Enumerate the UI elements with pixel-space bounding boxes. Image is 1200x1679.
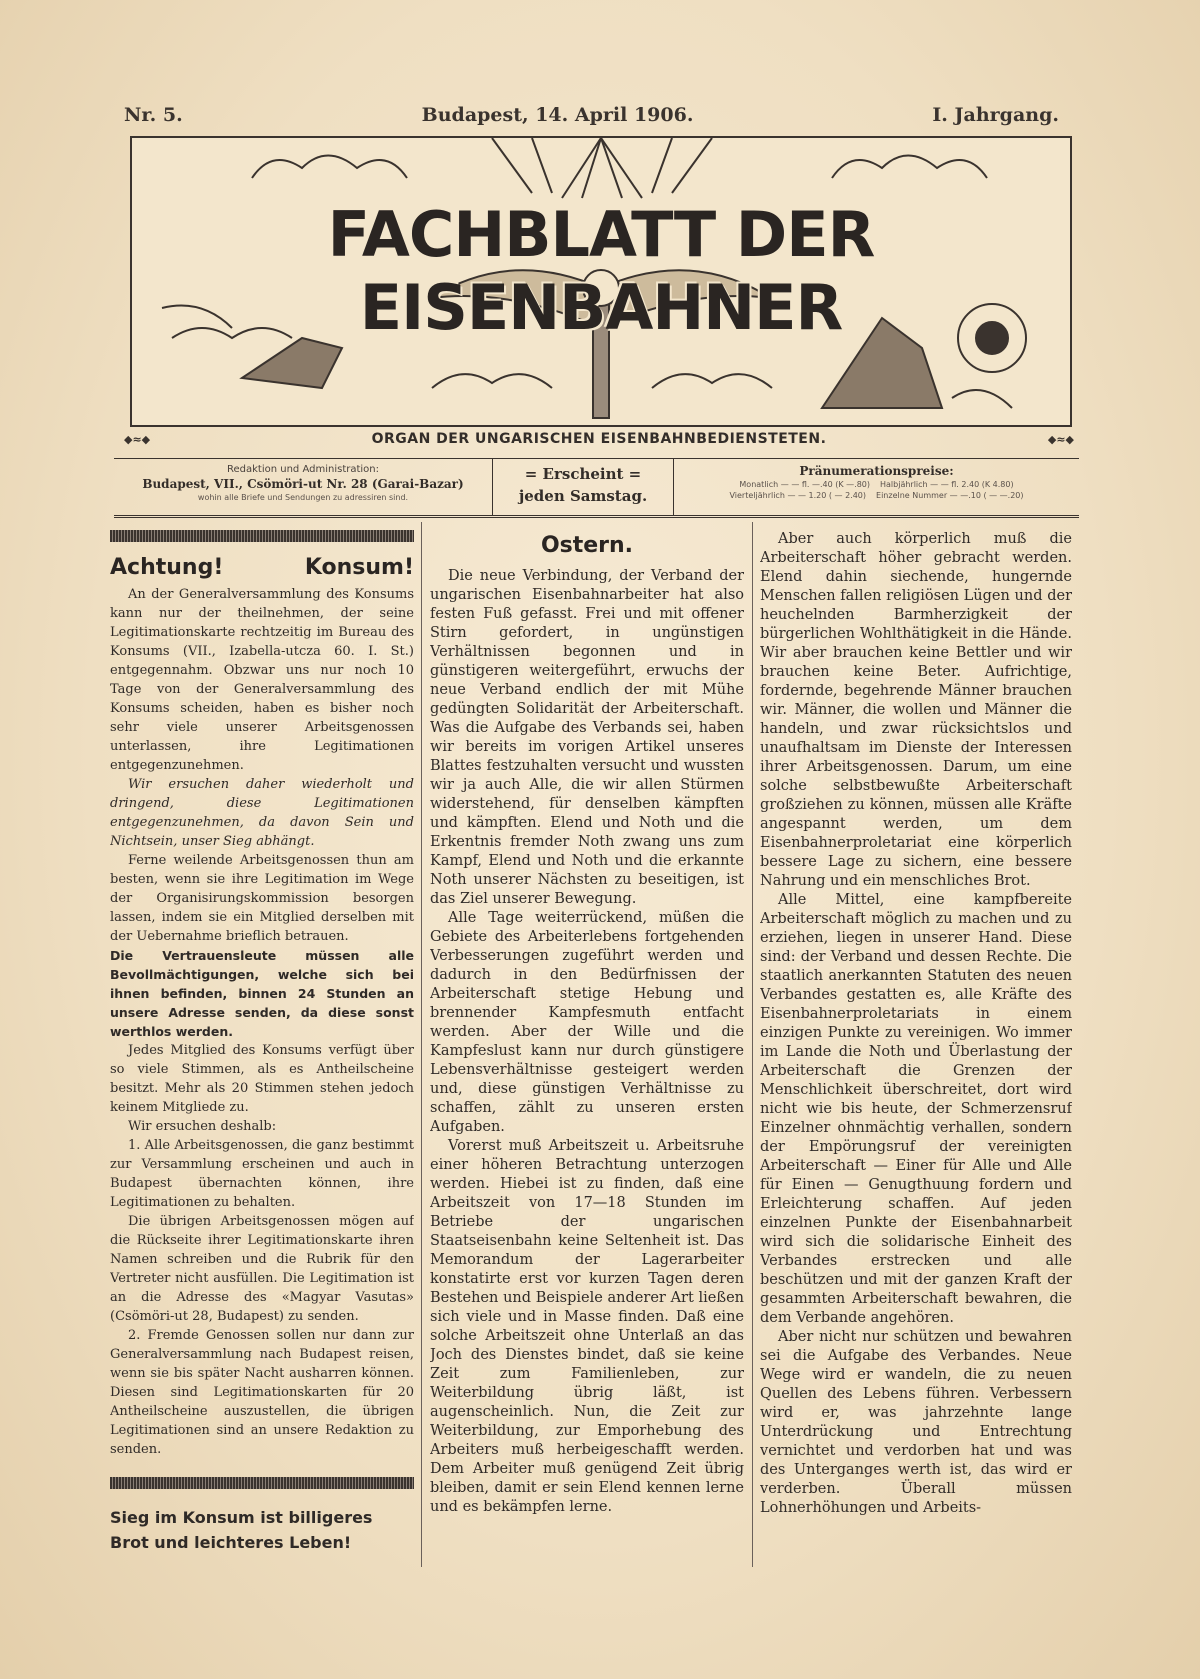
organ-subtitle: ORGAN DER UNGARISCHEN EISENBAHNBEDIENSTETEN. — [371, 431, 827, 447]
price-monthly: Monatlich — — fl. —.40 (K —.80) — [739, 480, 870, 489]
hatch-rule — [110, 1477, 414, 1489]
konsum-slogan: Sieg im Konsum ist billigeres Brot und leichteres Leben! — [110, 1508, 373, 1552]
issue-header — [124, 104, 1059, 126]
ornament-right-icon: ◆≈◆ — [1047, 432, 1074, 446]
konsum-paragraph: 1. Alle Arbeitsgenossen, die ganz bestimmt zur Versammlung erscheinen und auch in Budapest übernachten können, ihre Legitimationen zu behalten. — [110, 1138, 414, 1210]
ostern-paragraph: Aber auch körperlich muß die Arbeiterschaft höher gebracht werden. Elend dahin siechende, hungernde Menschen fallen religiösen Lügen und der heuchelnden Barmherzigkeit der bürgerlichen Wohlthätigkeit in die Hände. Wir aber brauchen keine Bettler und wir brauchen keine Beter. Aufrichtige, fordernde, begehrende Männer brauchen wir. Männer, die wollen und Männer die handeln, und zwar rücksichtslos und unaufhaltsam im Dienste der Interessen ihrer Arbeitsgenossen. Darum, um eine solche selbstbewußte Arbeiterschaft großziehen zu können, müssen alle Kräfte angespannt werden, um dem Eisenbahnerproletariat eine körperlich bessere Lage zu sichern, eine bessere Nahrung und ein menschliches Brot. — [760, 531, 1072, 889]
konsum-paragraph: 2. Fremde Genossen sollen nur dann zur Generalversammlung nach Budapest reisen, wenn sie bis später Nacht ausharren können. Diesen sind Legitimationskarten für 20 Antheilscheine auszustellen, die übrigen Legitimationen sind an unsere Redaktion zu senden. — [110, 1328, 414, 1457]
appears-line-1: = Erscheint = — [524, 465, 642, 483]
appears-cell — [493, 459, 674, 515]
column-rule — [752, 522, 753, 1567]
konsum-paragraph: Die übrigen Arbeitsgenossen mögen auf die Rückseite ihrer Legitimationskarte ihren Namen schreiben und die Rubrik für den Vertreter nicht ausfüllen. Die Legitimation ist an die Adresse des «Magyar Vasutas» (Csömöri-ut 28, Budapest) zu senden. — [110, 1214, 414, 1324]
appears-line-2: jeden Samstag. — [518, 487, 648, 505]
column-konsum — [110, 530, 414, 1570]
ostern-paragraph: Die neue Verbindung, der Verband der ungarischen Eisenbahnarbeiter hat also festen Fuß gefasst. Frei und mit offener Stirn gefordert, in ungünstigen Verhältnissen begonnen und in günstigeren weitergeführt, erwuchs der neue Verband endlich der mit Mühe gedüngten Solidarität der Arbeiterschaft. Was die Aufgabe des Verbands sei, haben wir bereits im vorigen Artikel unseres Blattes festzuhalten versucht und wussten wir ja auch Alle, die wir allen Stürmen widerstehend, für denselben kämpften und kämpften. Elend und Noth und die Erkentnis fremder Noth zwang uns zum Kampf, Elend und Noth und die erkannte Noth unserer Nächsten zu beseitigen, ist das Ziel unserer Bewegung. — [430, 568, 744, 907]
column-ostern — [430, 530, 744, 1565]
ostern-title: Ostern. — [540, 533, 634, 558]
volume: I. Jahrgang. — [932, 104, 1059, 126]
ostern-paragraph: Vorerst muß Arbeitszeit u. Arbeitsruhe einer höheren Betrachtung unterzogen werden. Hiebei ist zu finden, daß eine Arbeitszeit von 17—18 Stunden im Betriebe der ungarischen Staatseisenbahn keine Seltenheit ist. Das Memorandum der Lagerarbeiter konstatirte erst vor kurzen Tagen deren Bestehen und Beispiele anderer Art ließen sich viele und in Masse finden. Daß eine solche Arbeitszeit ohne Unterlaß an das Joch des Dienstes bindet, daß sie keine Zeit zum Familienleben, zur Weiterbildung übrig läßt, ist augenscheinlich. Nun, die Zeit zur Weiterbildung, zur Emporhebung des Arbeiters muß herbeigeschafft werden. Dem Arbeiter muß genügend Zeit übrig bleiben, damit er sein Elend kennen lerne und es bekämpfen lerne. — [430, 1138, 744, 1515]
price-half: Halbjährlich — — fl. 2.40 (K 4.80) — [880, 480, 1014, 489]
konsum-paragraph: An der Generalversammlung des Konsums kann nur der theilnehmen, der seine Legitimationskarte rechtzeitig im Bureau des Konsums (VII., Izabella-utcza 60. I. St.) entgegennahm. Obzwar uns nur noch 10 Tage von der Generalversammlung des Konsums scheiden, haben es bisher noch sehr viele unserer Arbeitsgenossen unterlassen, ihre Legitimationen entgegenzunehmen. — [110, 587, 414, 773]
heading-konsum: Konsum! — [304, 555, 414, 580]
konsum-paragraph: Wir ersuchen deshalb: — [128, 1119, 277, 1134]
admin-cell — [114, 459, 493, 515]
prices-title: Pränumerationspreise: — [799, 464, 954, 478]
issue-number: Nr. 5. — [124, 104, 183, 126]
price-single: Einzelne Nummer — —.10 ( — —.20) — [876, 491, 1024, 500]
price-row-2 — [674, 490, 1079, 501]
ornament-left-icon: ◆≈◆ — [124, 432, 151, 446]
admin-address: Budapest, VII., Csömöri-ut Nr. 28 (Garai-Bazar) — [142, 477, 464, 491]
konsum-paragraph: Ferne weilende Arbeitsgenossen thun am besten, wenn sie ihre Legitimation im Wege der Organisirungskommission besorgen lassen, indem sie ein Mitglied derselben mit der Uebernahme brieflich betrauen. — [110, 853, 414, 944]
konsum-paragraph: Wir ersuchen daher wiederholt und dringend, diese Legitimationen entgegenzunehmen, da davon Sein und Nichtsein, unser Sieg abhängt. — [110, 777, 414, 849]
admin-note: wohin alle Briefe und Sendungen zu adressiren sind. — [197, 493, 409, 502]
column-rule — [421, 522, 422, 1567]
prices-cell — [674, 459, 1079, 515]
konsum-paragraph: Jedes Mitglied des Konsums verfügt über so viele Stimmen, als es Antheilscheine besitzt. Mehr als 20 Stimmen stehen jedoch keinem Mitgliede zu. — [110, 1043, 414, 1115]
masthead — [130, 136, 1072, 427]
heading-achtung: Achtung! — [110, 555, 224, 580]
column-ostern-continued — [760, 530, 1072, 1565]
ostern-paragraph: Aber nicht nur schützen und bewahren sei die Aufgabe des Verbandes. Neue Wege wird er wandeln, die zu neuen Quellen des Lebens führen. Verbessern wird er, was jahrzehnte lange Unterdrückung und Entrechtung vernichtet und verdorben hat und was des Unterganges werth ist, das wird er verderben. Überall müssen Lohnerhöhungen und Arbeits- — [760, 1329, 1072, 1516]
hatch-rule — [110, 530, 414, 542]
info-box — [114, 458, 1079, 518]
admin-label: Redaktion und Administration: — [227, 464, 379, 475]
ostern-paragraph: Alle Mittel, eine kampfbereite Arbeiterschaft möglich zu machen und zu erziehen, liegen in unserer Hand. Diese sind: der Verband und dessen Rechte. Die staatlich anerkannten Statuten des neuen Verbandes gestatten es, alle Kräfte des Eisenbahnerproletariats in einem einzigen Punkte zu vereinigen. Wo immer im Lande die Noth und Überlastung der Arbeiterschaft die Grenzen der Menschlichkeit überschreitet, dort wird nicht wie bis heute, der Schmerzensruf Einzelner ohnmächtig verhallen, sondern der Empörungsruf der vereinigten Arbeiterschaft — Einer für Alle und Alle für Einen — Genugthuung fordern und Erleichterung schaffen. Auf jeden einzelnen Punkte der Eisenbahnarbeit wird sich die solidarische Einheit des Verbandes erstrecken und alle beschützen und mit der ganzen Kraft der gesammten Arbeiterschaft bewahren, die dem Verbande angehören. — [760, 892, 1072, 1326]
place-date: Budapest, 14. April 1906. — [421, 104, 694, 126]
ostern-paragraph: Alle Tage weiterrückend, müßen die Gebiete des Arbeiterlebens fortgehenden Verbesserungen zugeführt werden und dadurch in den Bedürfnissen der Arbeiterschaft stetige Hebung und brennender Kampfesmuth entfacht werden. Aber der Wille und die Kampfeslust kann nur durch günstigere Lebensverhältnisse gesteigert werden und, diese günstigen Verhältnisse zu schaffen, zählt zu unseren ersten Aufgaben. — [430, 910, 744, 1135]
konsum-heading — [110, 555, 414, 580]
price-row-1 — [674, 479, 1079, 490]
price-quarterly: Vierteljährlich — — 1.20 ( — 2.40) — [729, 491, 867, 500]
konsum-bold-notice: Die Vertrauensleute müssen alle Bevollmächtigungen, welche sich bei ihnen befinden, binnen 24 Stunden an unsere Adresse senden, da diese sonst werthlos werden. — [110, 948, 414, 1039]
organ-row — [124, 431, 1074, 447]
newspaper-title: FACHBLATT DER EISENBAHNER — [327, 198, 875, 344]
